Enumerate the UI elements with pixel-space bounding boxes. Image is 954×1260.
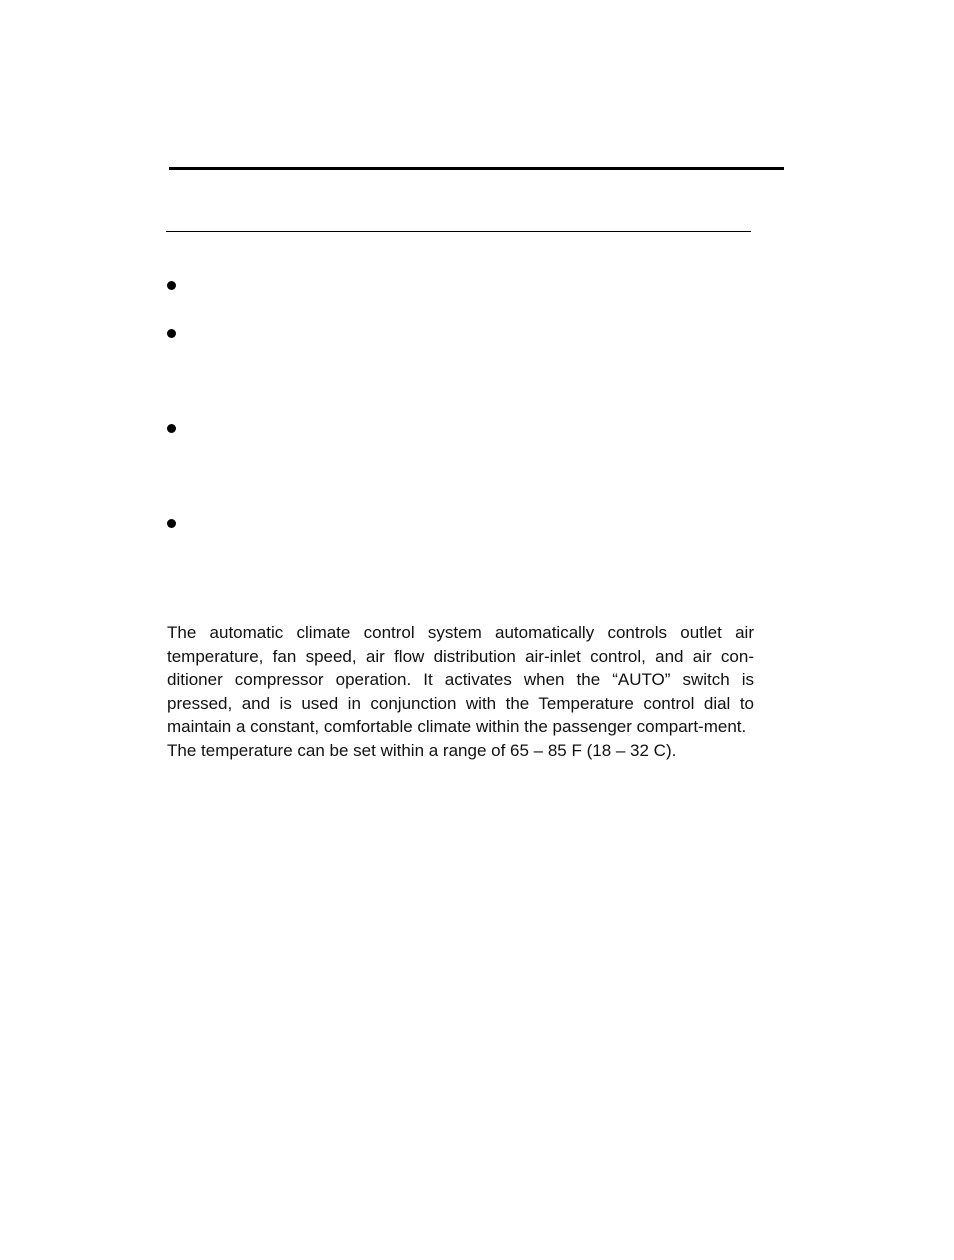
bullet-icon: [167, 519, 176, 528]
temperature-range-paragraph: The temperature can be set within a range of 65 – 85 F (18 – 32 C).: [167, 740, 677, 760]
description-paragraph: The automatic climate control system automatically controls outlet air temperature, fan speed, air flow distribution air-inlet control, and air con-ditioner compressor operation. It activates when the “AUTO” switch is pressed, and is used in conjunction with the Temperature control dial to maintain a constant, comfortable climate within the passenger compart-ment.: [167, 623, 754, 737]
bullet-icon: [167, 329, 176, 338]
section-rule-thin: [166, 231, 751, 232]
body-text: [167, 621, 754, 763]
bullet-icon: [167, 281, 176, 290]
bullet-icon: [167, 424, 176, 433]
header-rule-thick: [169, 167, 784, 170]
